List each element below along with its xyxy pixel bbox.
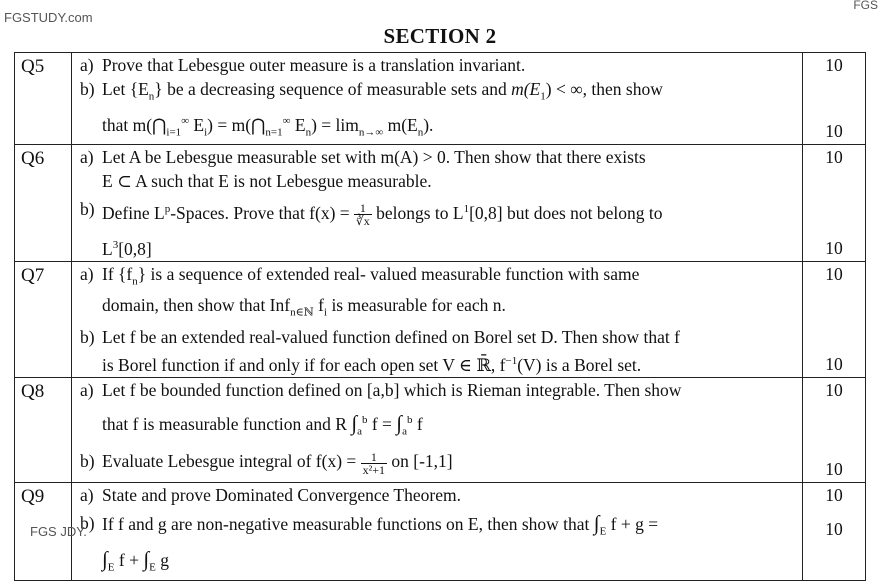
- part-label: a): [80, 55, 94, 75]
- question-body: [72, 482, 803, 580]
- marks-part-a: 10: [825, 55, 843, 75]
- question-part-a: [72, 262, 802, 325]
- question-part-b: [72, 77, 802, 144]
- question-number: Q5: [15, 53, 72, 145]
- integral-sign: ∫: [143, 547, 150, 572]
- marks-part-a: 10: [825, 379, 843, 400]
- part-text: If f and g are non-negative measurable functions on E, then show that $\int_E$ f + g = $\int_E$ $f + \int_E$ g: [102, 510, 659, 574]
- marks-cell: [803, 53, 866, 145]
- watermark-top-right: FGS: [853, 0, 878, 12]
- marks-cell: [803, 377, 866, 482]
- question-number: Q6: [15, 144, 72, 261]
- question-number: Q8: [15, 377, 72, 482]
- marks-part-b: 10: [825, 458, 843, 479]
- part-text: Let A be Lebesgue measurable set with m(A) > 0. Then show that there exists E ⊂ A such that E is not Lebesgue measurable.: [102, 146, 646, 191]
- question-body: [72, 53, 803, 145]
- part-text: Let f be bounded function defined on [a,b] which is Rieman integrable. Then show that f is measurable function and R $\int_a^b$ $f = \int_a^b$ f: [102, 379, 682, 438]
- marks-part-b: 10: [825, 518, 843, 539]
- questions-table: [14, 52, 866, 581]
- marks-cell: [803, 482, 866, 580]
- question-part-a: [72, 378, 802, 443]
- part-label: a): [80, 146, 94, 167]
- question-part-b: [72, 325, 802, 377]
- part-text: Let f be an extended real-valued function defined on Borel set D. Then show that f is Borel function if and only if for each open set V ∈ ℝ̄, $f^{-1}(V)$ is a Borel set.: [102, 326, 680, 375]
- fraction: $\frac{1}{\text{x²+1}}$: [362, 449, 386, 477]
- question-row-q9: [15, 482, 866, 580]
- question-part-b: [72, 511, 802, 580]
- question-part-b: [72, 197, 802, 261]
- integral-sign: ∫: [396, 410, 403, 435]
- watermark-bottom-left: FGS JDY.: [30, 524, 87, 539]
- part-label: b): [80, 326, 95, 347]
- marks-part-a: 10: [825, 146, 843, 167]
- question-part-a: [72, 145, 802, 193]
- question-row-q6: [15, 144, 866, 261]
- part-label: b): [80, 451, 95, 472]
- question-row-q5: [15, 53, 866, 145]
- question-row-q8: [15, 377, 866, 482]
- part-label: a): [80, 263, 94, 284]
- marks-part-b: 10: [825, 120, 843, 141]
- marks-part-b: 10: [825, 237, 843, 258]
- part-text: Prove that Lebesgue outer measure is a translation invariant.: [102, 55, 526, 75]
- marks-part-b: 10: [825, 353, 843, 374]
- part-text: Evaluate Lebesgue integral of f(x) = $\frac{1}{\text{x²+1}}$ on [-1,1]: [102, 449, 453, 477]
- part-text: Define $L^p$-Spaces. Prove that f(x) = $\frac{1}{∛x}$ belongs to $L^1[0,8]$ but does not belong to $L^3[0,8]$: [102, 201, 663, 259]
- integral-sign: ∫: [593, 510, 600, 535]
- part-text: State and prove Dominated Convergence Theorem.: [102, 484, 461, 505]
- integral-sign: ∫: [102, 547, 108, 572]
- section-title: SECTION 2: [383, 24, 497, 48]
- question-body: [72, 144, 803, 261]
- fraction: $\frac{1}{∛x}$: [356, 201, 370, 229]
- integral-sign: ∫: [351, 410, 358, 435]
- marks-cell: [803, 144, 866, 261]
- watermark-top-left: FGSTUDY.com: [4, 10, 93, 25]
- part-text: If $\{f_n\}$ is a sequence of extended real- valued measurable function with same domain, then show that Inf$_{n\in ℕ}$ $f_i$ is measurable for each n.: [102, 263, 640, 319]
- question-part-b: [72, 449, 802, 475]
- part-label: b): [80, 512, 95, 533]
- question-row-q7: [15, 261, 866, 377]
- part-label: b): [80, 198, 95, 219]
- marks-cell: [803, 261, 866, 377]
- question-number: Q9: [15, 482, 72, 580]
- part-label: b): [80, 79, 95, 99]
- part-label: a): [80, 379, 94, 400]
- part-text: Let $\{E_n\}$ be a decreasing sequence of measurable sets and $m(E_1)$ < ∞, then show that $m(⋂_{i=1}^\infty$ $E_i$) = $m(⋂_{n=1}^\infty$ $E_n) = \lim_{n\to\infty} m(E_n)$.: [102, 79, 663, 138]
- question-body: [72, 261, 803, 377]
- marks-part-a: 10: [825, 484, 843, 505]
- part-label: a): [80, 484, 94, 505]
- question-part-a: [72, 53, 802, 77]
- question-number: Q7: [15, 261, 72, 377]
- question-part-a: [72, 483, 802, 507]
- marks-part-a: 10: [825, 263, 843, 284]
- question-body: [72, 377, 803, 482]
